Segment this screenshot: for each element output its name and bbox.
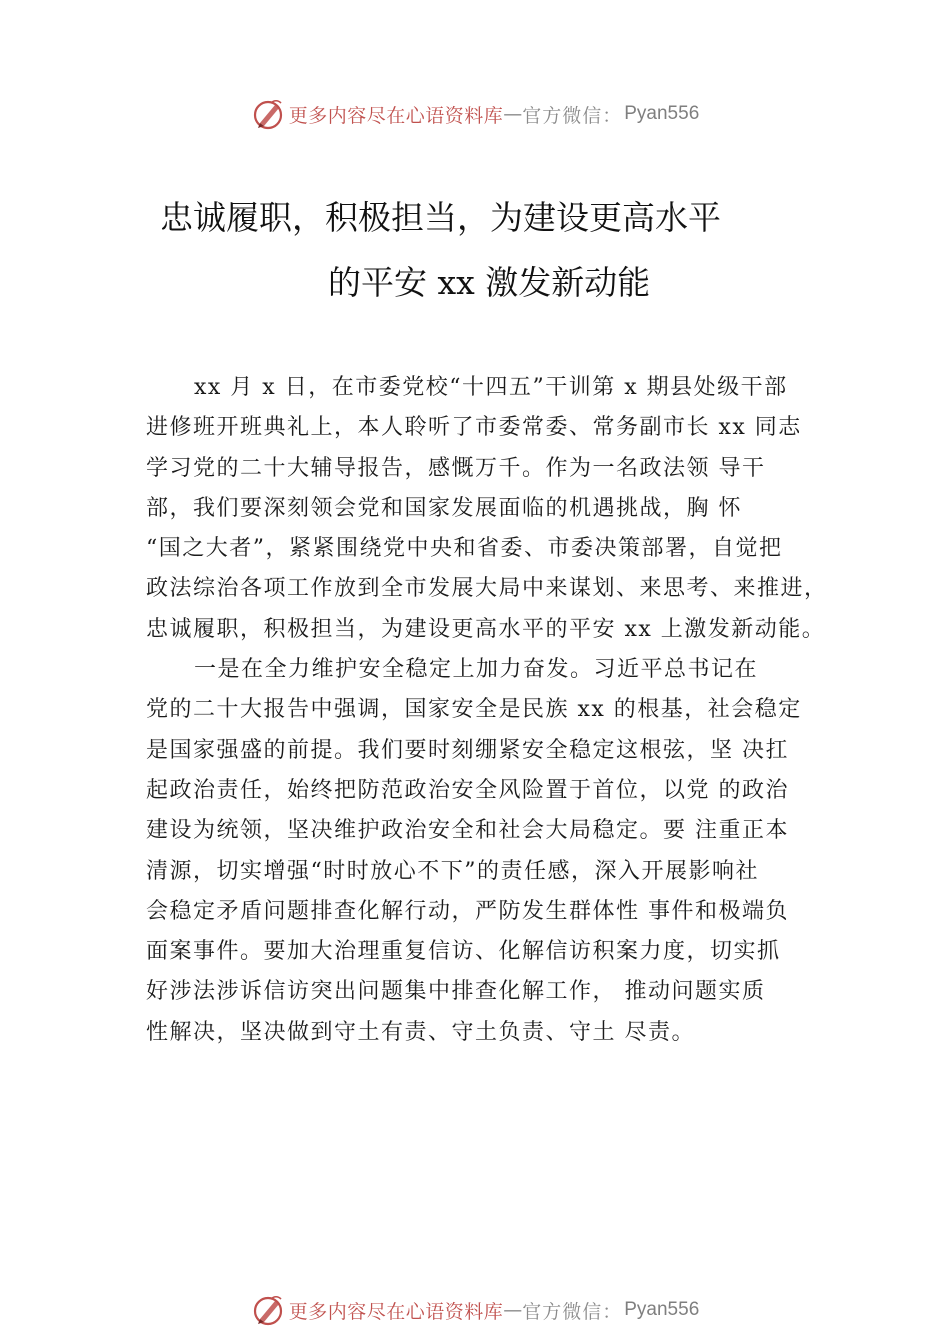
footer-banner xyxy=(0,1290,950,1330)
banner-separator: — xyxy=(503,1299,523,1321)
body-line: 建设为统领，坚决维护政治安全和社会大局稳定。要 注重正本 xyxy=(146,818,789,844)
document-title-line-2: 的平安 xx 激发新动能 xyxy=(328,263,651,302)
pen-logo-icon xyxy=(251,1293,285,1327)
header-banner xyxy=(0,94,950,134)
body-line: 进修班开班典礼上，本人聆听了市委常委、常务副市长 xx 同志 xyxy=(146,415,802,441)
body-line: 起政治责任，始终把防范政治安全风险置于首位，以党 的政治 xyxy=(146,777,789,803)
body-line: 学习党的二十大辅导报告，感慨万千。作为一名政法领 导干 xyxy=(146,455,766,481)
document-title-line-1: 忠诚履职，积极担当，为建设更高水平 xyxy=(160,198,721,237)
body-line: 会稳定矛盾问题排查化解行动，严防发生群体性 事件和极端负 xyxy=(146,898,789,924)
banner-wechat-label: 官方微信： xyxy=(522,1300,623,1323)
body-line: 政法综治各项工作放到全市发展大局中来谋划、来思考、来推进， xyxy=(146,576,828,602)
body-line: 党的二十大报告中强调，国家安全是民族 xx 的根基，社会稳定 xyxy=(146,697,802,723)
banner-text: 更多内容尽在心语资料库 xyxy=(288,104,504,127)
banner-wechat-id: Pyan556 xyxy=(624,103,700,124)
banner-wechat-id: Pyan556 xyxy=(624,1299,700,1320)
body-line: 是国家强盛的前提。我们要时刻绷紧安全稳定这根弦，坚 决扛 xyxy=(146,737,789,763)
body-line: 清源，切实增强“时时放心不下”的责任感，深入开展影响社 xyxy=(146,858,759,884)
body-line: xx 月 x 日，在市委党校“十四五”干训第 x 期县处级干部 xyxy=(194,375,788,400)
banner-separator: — xyxy=(503,103,523,125)
pen-logo-icon xyxy=(251,97,285,131)
banner-text: 更多内容尽在心语资料库 xyxy=(288,1300,504,1323)
body-line: 部，我们要深刻领会党和国家发展面临的机遇挑战，胸 怀 xyxy=(146,495,742,521)
body-line: “国之大者”，紧紧围绕党中央和省委、市委决策部署，自觉把 xyxy=(146,536,783,562)
banner-wechat-label: 官方微信： xyxy=(522,104,623,127)
document-body xyxy=(146,368,846,1053)
body-line: 好涉法涉诉信访突出问题集中排查化解工作， 推动问题实质 xyxy=(146,979,766,1005)
body-line: 一是在全力维护安全稳定上加力奋发。习近平总书记在 xyxy=(194,657,759,683)
body-line: 面案事件。要加大治理重复信访、化解信访积案力度，切实抓 xyxy=(146,939,781,965)
body-line: 忠诚履职，积极担当，为建设更高水平的平安 xx 上激发新动能。 xyxy=(146,616,826,642)
body-line: 性解决，坚决做到守土有责、守土负责、守土 尽责。 xyxy=(146,1019,695,1045)
